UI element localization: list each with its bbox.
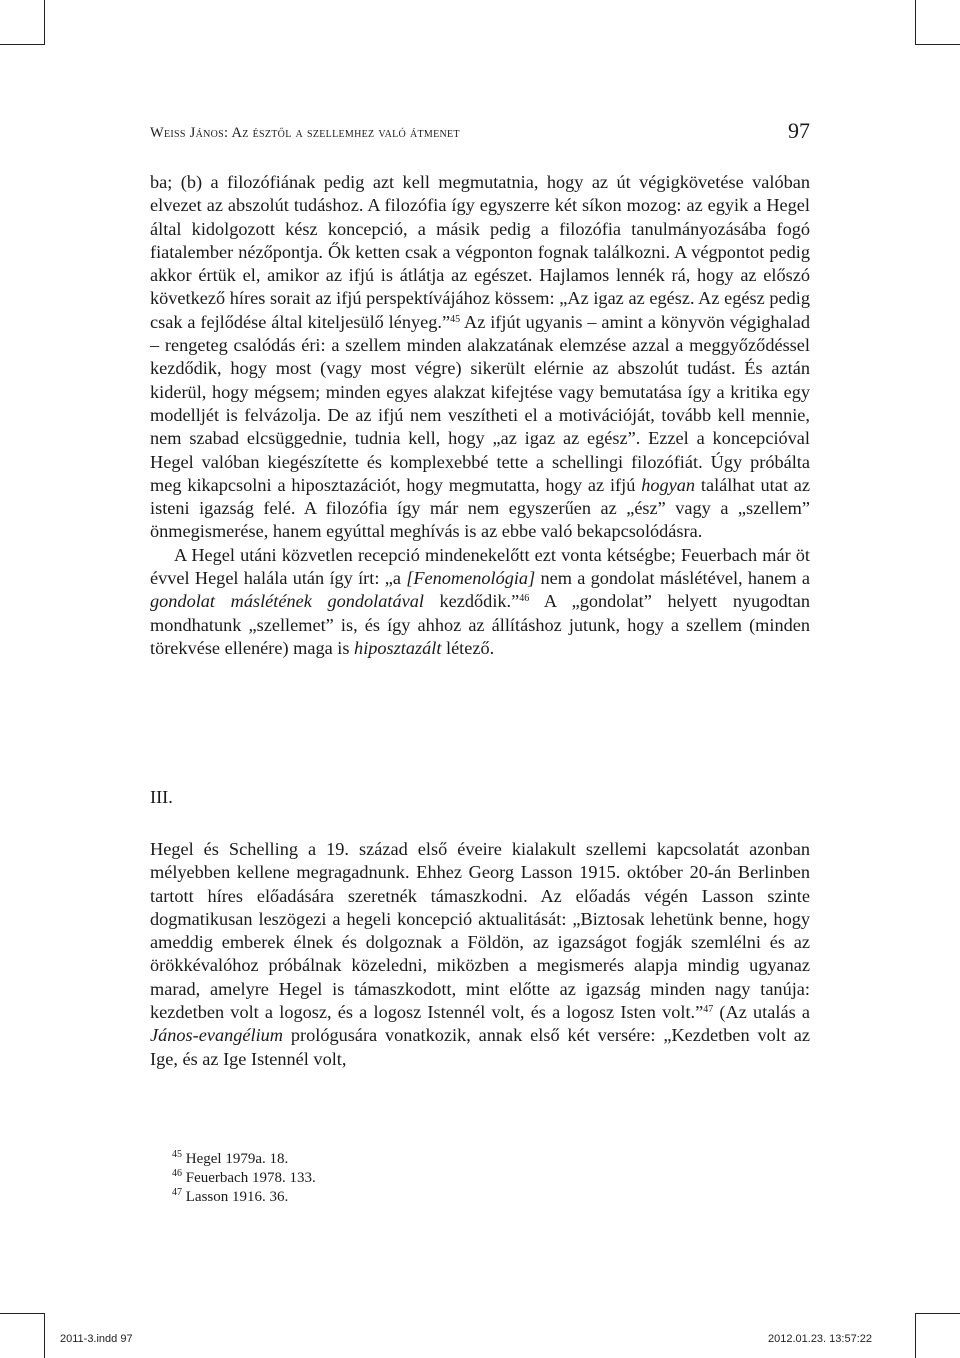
emphasis: [Fenomenológia] xyxy=(406,568,536,589)
page-number: 97 xyxy=(788,118,810,143)
footnote: $^{47}$ Lasson 1916. 36. xyxy=(172,1187,289,1205)
crop-mark xyxy=(44,1313,45,1358)
crop-mark xyxy=(0,1313,45,1314)
section-heading: III. xyxy=(150,787,173,807)
body-text-upper xyxy=(150,171,810,660)
crop-mark xyxy=(915,44,960,45)
footnote-ref: 45 xyxy=(450,313,461,325)
crop-mark xyxy=(44,0,45,45)
footnote: $^{45}$ Hegel 1979a. 18. xyxy=(172,1149,289,1167)
emphasis: hiposztazált xyxy=(354,637,442,658)
footnotes xyxy=(172,1150,316,1207)
paragraph: Hegel és Schelling a 19. század első éveire kialakult szellemi kapcsolatát azonban mélyebben kellene megragadnunk. Ehhez Georg Lasson 1915. október 20-án Berlinben tartott híres előadására szeretnék támaszkodni. Az előadás végén Lasson szinte dogmatikusan leszögezi a hegeli koncepció aktualitását: „Biztosak lehetünk benne, hogy ameddig emberek élnek és dolgoznak a Földön, az igazságot fogják szemlélni és az örökkévalóhoz próbálnak közeledni, miközben a megismerés alapja mindig ugyanaz marad, amelyre Hegel is támaszkodott, mint előtte az igazság minden nagy tanúja: kezdetben volt a logosz, és a logosz Istennél volt, és a logosz Isten volt.”$^{47}$ (Az utalás a János-evangélium prológusára vonatkozik, annak első két versére: „Kezdetben volt az Ige, és az Ige Istennél volt, xyxy=(150,839,810,1069)
footnote-ref: 46 xyxy=(519,593,530,605)
paragraph-continued: ba; (b) a filozófiának pedig azt kell megmutatnia, hogy az út végigkövetése valóban elvezet az abszolút tudáshoz. A filozófia így egyszerre két síkon mozog: az egyik a Hegel által kidolgozott kész koncepció, a másik pedig a filozófia tanulmányozásába fogó fiatalember nézőpontja. Ők ketten csak a végponton fognak találkozni. A végpontot pedig akkor értük el, amikor az ifjú is átlátja az egészet. Hajlamos lennék rá, hogy az előszó következő híres sorait az ifjú perspektívájához kössem: „Az igaz az egész. Az egész pedig csak a fejlődése által kiteljesülő lényeg.”$^{45}$ Az ifjút ugyanis – amint a könyvön végighalad – rengeteg csalódás éri: a szellem minden alakzatának elemzése azzal a meggyőződéssel kezdődik, hogy most (vagy most végre) sikerült elérnie az abszolút tudást. És aztán kiderül, hogy mégsem; minden egyes alakzat kifejtése vagy bemutatása így a kritika egy modelljét is felvázolja. De az ifjú nem veszítheti el a motivációját, tovább kell mennie, nem szabad elcsüggednie, tudnia kell, hogy „az igaz az egész”. Ezzel a koncepcióval Hegel valóban kiegészítette és komplexebbé tette a schellingi filozófiát. Úgy próbálta meg kikapcsolni a hiposztazációt, hogy megmutatta, hogy az ifjú hogyan találhat utat az isteni igazság felé. A filozófia így már nem egyszerűen az „ész” vagy a „szellem” önmegismerése, hanem egyúttal meghívás is az ebbe való bekapcsolódásra. xyxy=(150,172,810,542)
emphasis: János-evangélium xyxy=(150,1025,284,1046)
slug-date: 2012.01.23. 13:57:22 xyxy=(768,1333,872,1345)
footnote-ref: 47 xyxy=(703,1004,714,1016)
slug-file: 2011-3.indd 97 xyxy=(60,1333,133,1345)
emphasis: gondolat máslétének gondolatával xyxy=(150,591,424,612)
emphasis: hogyan xyxy=(641,474,696,495)
running-header xyxy=(150,118,810,147)
footnote: $^{46}$ Feuerbach 1978. 133. xyxy=(172,1168,316,1186)
crop-mark xyxy=(0,44,45,45)
crop-mark xyxy=(915,1313,916,1358)
running-title: Weiss János: Az észtől a szellemhez való átmenet xyxy=(150,125,460,141)
body-text-lower xyxy=(150,838,810,1071)
crop-mark xyxy=(915,0,916,45)
paragraph: A Hegel utáni közvetlen recepció mindenekelőtt ezt vonta kétségbe; Feuerbach már öt évvel Hegel halála után így írt: „a [Fenomenológia] nem a gondolat máslétével, hanem a gondolat máslétének gondolatával kezdődik.”$^{46}$ A „gondolat” helyett nyugodtan mondhatunk „szellemet” is, és így ahhoz az állításhoz jutunk, hogy a szellem (minden törekvése ellenére) maga is hiposztazált létező. xyxy=(150,544,810,658)
crop-mark xyxy=(915,1313,960,1314)
